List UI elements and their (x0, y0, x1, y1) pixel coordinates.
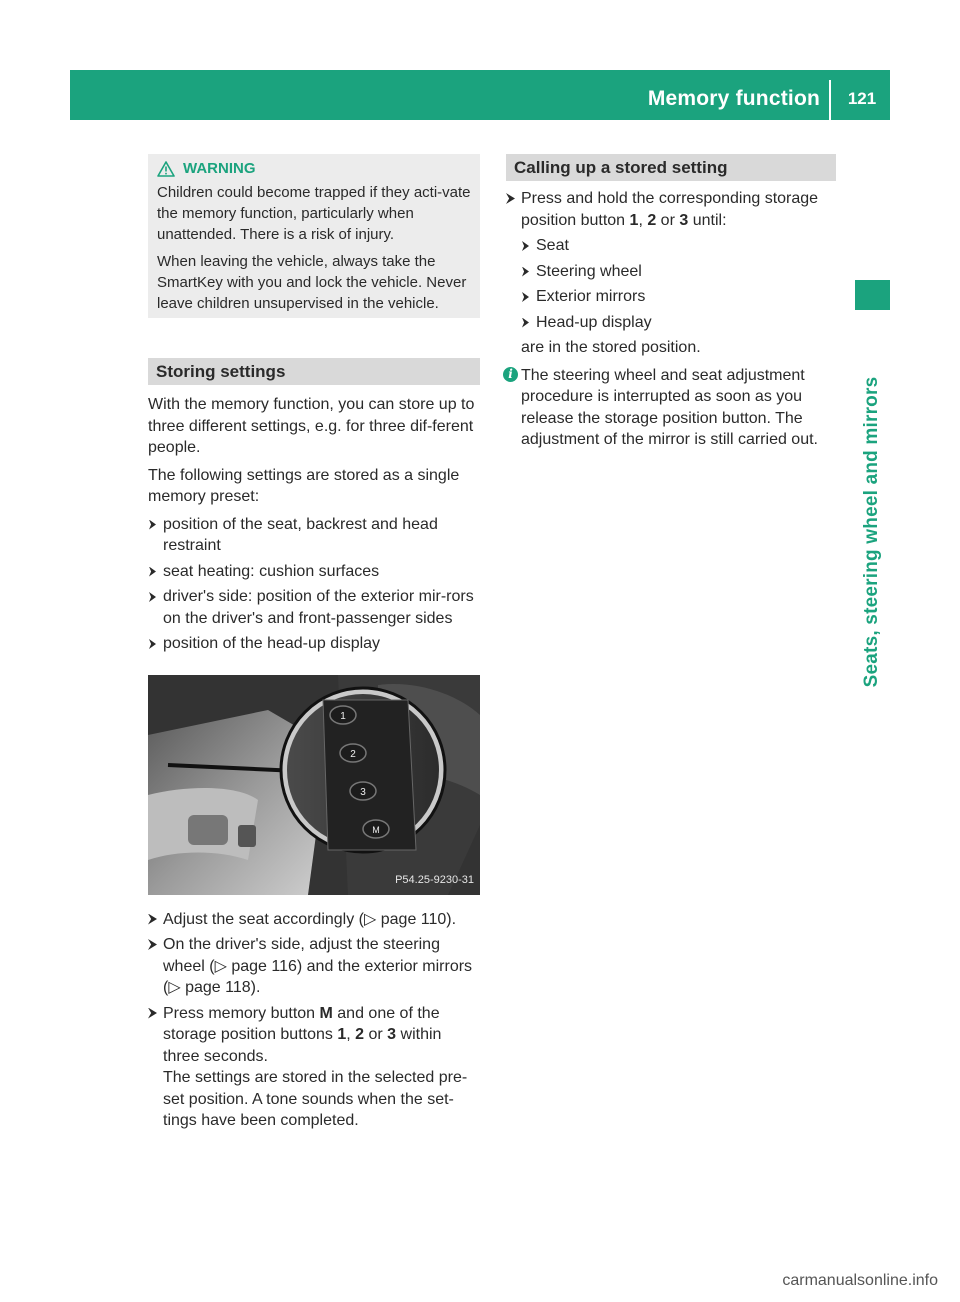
button-ref: M (319, 1004, 333, 1022)
warning-box (148, 154, 480, 318)
info-note (506, 365, 836, 451)
warning-label: WARNING (183, 160, 256, 178)
page-number: 121 (847, 89, 877, 108)
step-result: The settings are stored in the selected pre-set position. A tone sounds when the set-tings have been completed. (163, 1069, 468, 1129)
step-text: Press and hold the corresponding storage position button (521, 190, 819, 229)
button-ref: 3 (679, 211, 689, 229)
button-ref: 3 (387, 1026, 397, 1043)
step-text: within three seconds. (163, 1026, 442, 1065)
chapter-label: Seats, steering wheel and mirrors (861, 376, 882, 688)
warning-triangle-icon (157, 161, 175, 177)
list-item: driver's side: position of the exterior mir-rors on the driver's and front-passenger sides (148, 586, 480, 629)
memory-buttons-figure (148, 675, 480, 895)
button-ref: 1 (629, 211, 639, 229)
step-text: , (346, 1026, 356, 1043)
list-item: Exterior mirrors (521, 286, 836, 308)
step-text: Press memory button (163, 1004, 320, 1022)
list-item: position of the seat, backrest and head restraint (148, 514, 480, 557)
step-text: or (364, 1026, 388, 1043)
figure-button-label: 3 (360, 786, 366, 798)
right-column (506, 154, 836, 451)
left-column (148, 154, 480, 1136)
info-text: The steering wheel and seat adjustment procedure is interrupted as soon as you release the storage position button. The adjustment of the mirror is still carried out. (521, 366, 818, 448)
warning-paragraph: Children could become trapped if they acti-vate the memory function, particularly when unattended. There is a risk of injury. (157, 184, 471, 243)
page-header (70, 70, 890, 120)
step-text: until: (688, 211, 727, 229)
header-divider (829, 80, 831, 120)
figure-code: P54.25-9230-31 (395, 874, 474, 886)
list-item: Head-up display (521, 312, 836, 334)
step-text: and one of the storage position buttons (163, 1004, 440, 1043)
step-item (506, 188, 836, 231)
chapter-tab (855, 280, 890, 310)
list-item: position of the head-up display (148, 633, 480, 655)
step-item: On the driver's side, adjust the steering wheel (▷ page 116) and the exterior mirrors (▷ page 118). (148, 934, 480, 999)
figure-button-label: 1 (340, 710, 346, 722)
info-icon: i (503, 367, 518, 382)
step-item (148, 1003, 480, 1132)
storing-intro: With the memory function, you can store up to three different settings, e.g. for three dif-ferent people. (148, 396, 475, 456)
step-item: Adjust the seat accordingly (▷ page 110). (148, 909, 480, 931)
list-item: Steering wheel (521, 261, 836, 283)
storing-list-intro: The following settings are stored as a single memory preset: (148, 466, 460, 505)
warning-paragraph: When leaving the vehicle, always take the SmartKey with you and lock the vehicle. Never leave children unsupervised in the vehicle. (157, 253, 467, 312)
section-heading-storing: Storing settings (148, 358, 480, 385)
list-item: Seat (521, 235, 836, 257)
button-ref: 1 (337, 1026, 347, 1043)
calling-after: are in the stored position. (521, 339, 701, 356)
figure-button-label: M (372, 824, 380, 835)
step-text: or (656, 211, 680, 229)
section-heading-calling: Calling up a stored setting (506, 154, 836, 181)
button-ref: 2 (647, 211, 657, 229)
list-item: seat heating: cushion surfaces (148, 561, 480, 583)
page-title: Memory function (647, 87, 820, 110)
figure-button-label: 2 (350, 748, 356, 760)
button-ref: 2 (355, 1026, 365, 1043)
warning-header (157, 156, 471, 182)
step-text: , (638, 211, 648, 229)
watermark: carmanualsonline.info (782, 1272, 938, 1289)
